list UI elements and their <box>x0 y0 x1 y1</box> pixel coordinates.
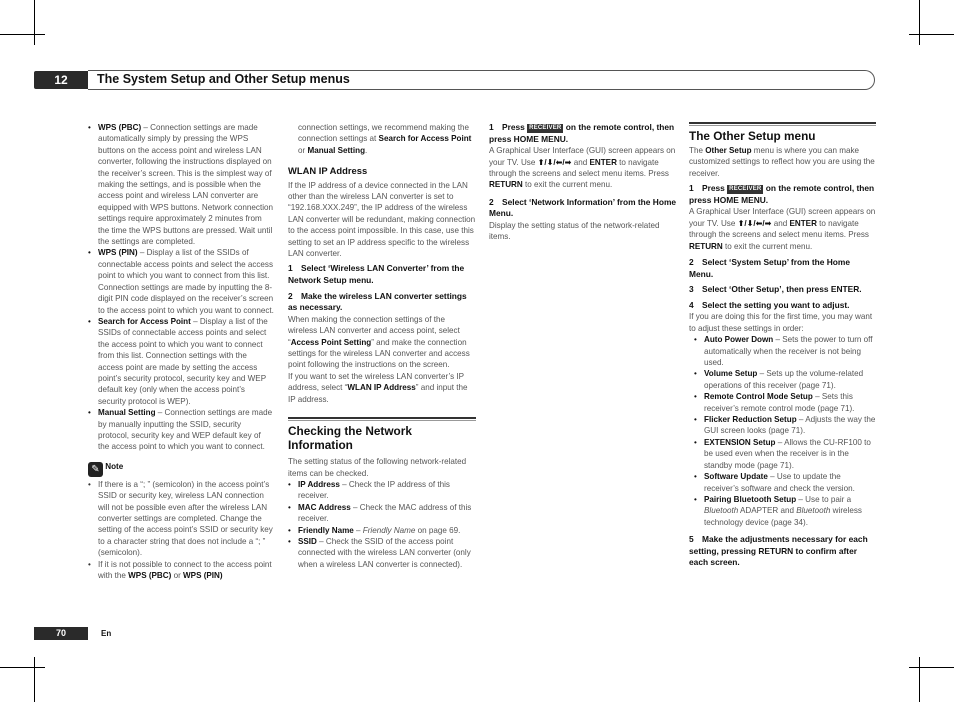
crop-mark <box>34 0 35 45</box>
list-item: • WPS (PIN) – Display a list of the SSIDs of connectable access points and select the access point to which you want to connect from this list. Connection settings are made by inputting the 8-digit PIN code displayed on the receiver’s screen to the access point to which you want to connect. <box>88 247 274 315</box>
paragraph: Display the setting status of the network-related items. <box>489 221 660 242</box>
chapter-number: 12 <box>34 71 88 89</box>
list-item: • Friendly Name – Friendly Name on page 69. <box>288 525 476 536</box>
section-rule <box>689 122 876 126</box>
crop-mark <box>919 657 920 702</box>
list-item: • Pairing Bluetooth Setup – Use to pair a Bluetooth ADAPTER and Bluetooth wireless technology device (page 34). <box>694 494 876 528</box>
crop-mark <box>909 667 954 668</box>
page-number: 70 <box>34 627 88 640</box>
step: 1 Select ‘Wireless LAN Converter’ from the Network Setup menu. <box>288 263 465 286</box>
note-heading: ✎ Note <box>88 461 274 477</box>
section-rule <box>288 417 476 421</box>
list-item: • Manual Setting – Connection settings are made by manually inputting the SSID, security protocol, security key and WEP default key of the access point to which you want to connect. <box>88 407 274 453</box>
arrow-keys-icon: ⬆/⬇/⬅/➡ <box>737 218 772 228</box>
step: 1 Press RECEIVER on the remote control, then press HOME MENU. <box>689 183 875 205</box>
list-item: • Remote Control Mode Setup – Sets this receiver’s remote control mode (page 71). <box>694 391 876 414</box>
step: 4 Select the setting you want to adjust. <box>689 299 850 310</box>
language-code: En <box>101 629 112 638</box>
note-icon: ✎ <box>88 462 103 477</box>
list-item: • SSID – Check the SSID of the access point connected with the wireless LAN converter (only when a wireless LAN converter is connected). <box>288 536 476 570</box>
paragraph: A Graphical User Interface (GUI) screen appears on your TV. Use ⬆/⬇/⬅/➡ and ENTER to navigate through the screens and select menu items. Press RETURN to exit the current menu. <box>689 207 876 251</box>
paragraph: If you are doing this for the first time, you may want to adjust these settings in order: <box>689 312 873 333</box>
crop-mark <box>34 657 35 702</box>
column-1 <box>88 122 274 581</box>
list-item: • IP Address – Check the IP address of this receiver. <box>288 479 476 502</box>
list-item: • Auto Power Down – Sets the power to turn off automatically when the receiver is not being used. <box>694 334 876 368</box>
list-item: • Flicker Reduction Setup – Adjusts the way the GUI screen looks (page 71). <box>694 414 876 437</box>
receiver-button-icon: RECEIVER <box>729 186 762 193</box>
crop-mark <box>919 0 920 45</box>
crop-mark <box>0 667 45 668</box>
note-item: • If there is a “; ” (semicolon) in the access point’s SSID or security key, wireless LAN connection will not be possible even after the wireless LAN converter settings are completed. Change the setting of the access point’s SSID or security key to a character string that does not include a “; ” (semicolon). <box>88 479 274 559</box>
page-title: The System Setup and Other Setup menus <box>97 72 350 86</box>
column-3 <box>489 122 677 243</box>
list-item: • MAC Address – Check the MAC address of this receiver. <box>288 502 476 525</box>
settings-list <box>689 334 876 528</box>
section-heading: Checking the Network Information <box>288 424 412 453</box>
paragraph: The Other Setup menu is where you can make customized settings to reflect how you are using the receiver. <box>689 146 875 178</box>
paragraph: If the IP address of a device connected in the LAN other than the wireless LAN converter is set to “192.168.XXX.249”, the IP address of the wireless LAN converter will be redundant, making connection to the access point impossible. In this case, use this setting to set an IP address specific to the wireless LAN converter. <box>288 180 476 259</box>
list-item: • Software Update – Use to update the receiver’s software and check the version. <box>694 471 876 494</box>
step: 3 Select ‘Other Setup’, then press ENTER. <box>689 284 862 295</box>
crop-mark <box>909 34 954 35</box>
column-4 <box>689 122 876 569</box>
receiver-button-icon: RECEIVER <box>529 125 562 131</box>
step: 2 Select ‘System Setup’ from the Home Menu. <box>689 257 851 279</box>
arrow-keys-icon: ⬆/⬇/⬅/➡ <box>537 157 572 167</box>
step: 1 Press RECEIVER on the remote control, then press HOME MENU. <box>489 122 675 144</box>
column-2 <box>288 122 476 570</box>
list-item: • Search for Access Point – Display a list of the SSIDs of connectable access points and select the access point to which you want to connect from this list. Connection settings with the access point are made by setting the access point’s security protocol, security key and WEP default key (only when the access point’s security protocol is WEP). <box>88 316 274 407</box>
step: 2 Select ‘Network Information’ from the Home Menu. <box>489 196 677 219</box>
paragraph: When making the connection settings of the wireless LAN converter and access point, select “Access Point Setting” and make the connection settings for the wireless LAN converter and access point following the instructions on the screen. <box>288 314 470 370</box>
list-item: • EXTENSION Setup – Allows the CU-RF100 to be used even when the receiver is in the standby mode (page 71). <box>694 437 876 471</box>
paragraph: The setting status of the following network-related items can be checked. <box>288 457 467 478</box>
step: 2 Make the wireless LAN converter settings as necessary. <box>288 290 467 313</box>
list-item: • Volume Setup – Sets up the volume-related operations of this receiver (page 71). <box>694 368 876 391</box>
section-heading: The Other Setup menu <box>689 129 816 143</box>
paragraph: A Graphical User Interface (GUI) screen appears on your TV. Use ⬆/⬇/⬅/➡ and ENTER to navigate through the screens and select menu items. Press RETURN to exit the current menu. <box>489 146 676 190</box>
paragraph: connection settings, we recommend making the connection settings at Search for Access Point or Manual Setting. <box>298 123 472 155</box>
paragraph: If you want to set the wireless LAN converter’s IP address, select “WLAN IP Address” and input the IP address. <box>288 371 468 404</box>
section-heading: WLAN IP Address <box>288 165 368 177</box>
crop-mark <box>0 34 45 35</box>
step: 5 Make the adjustments necessary for each setting, pressing RETURN to confirm after each screen. <box>689 534 868 568</box>
list-item: • WPS (PBC) – Connection settings are made automatically simply by pressing the WPS buttons on the access point and wireless LAN converter, following the instructions displayed on the receiver’s screen. This is the simplest way of making the settings, and is possible when the access point and wireless LAN converter are equipped with WPS buttons. Network connection settings require approximately 2 minutes from the time the WPS buttons are pressed. Wait until the settings are completed. <box>88 122 274 247</box>
note-item: • If it is not possible to connect to the access point with the WPS (PBC) or WPS (PIN) <box>88 559 274 582</box>
